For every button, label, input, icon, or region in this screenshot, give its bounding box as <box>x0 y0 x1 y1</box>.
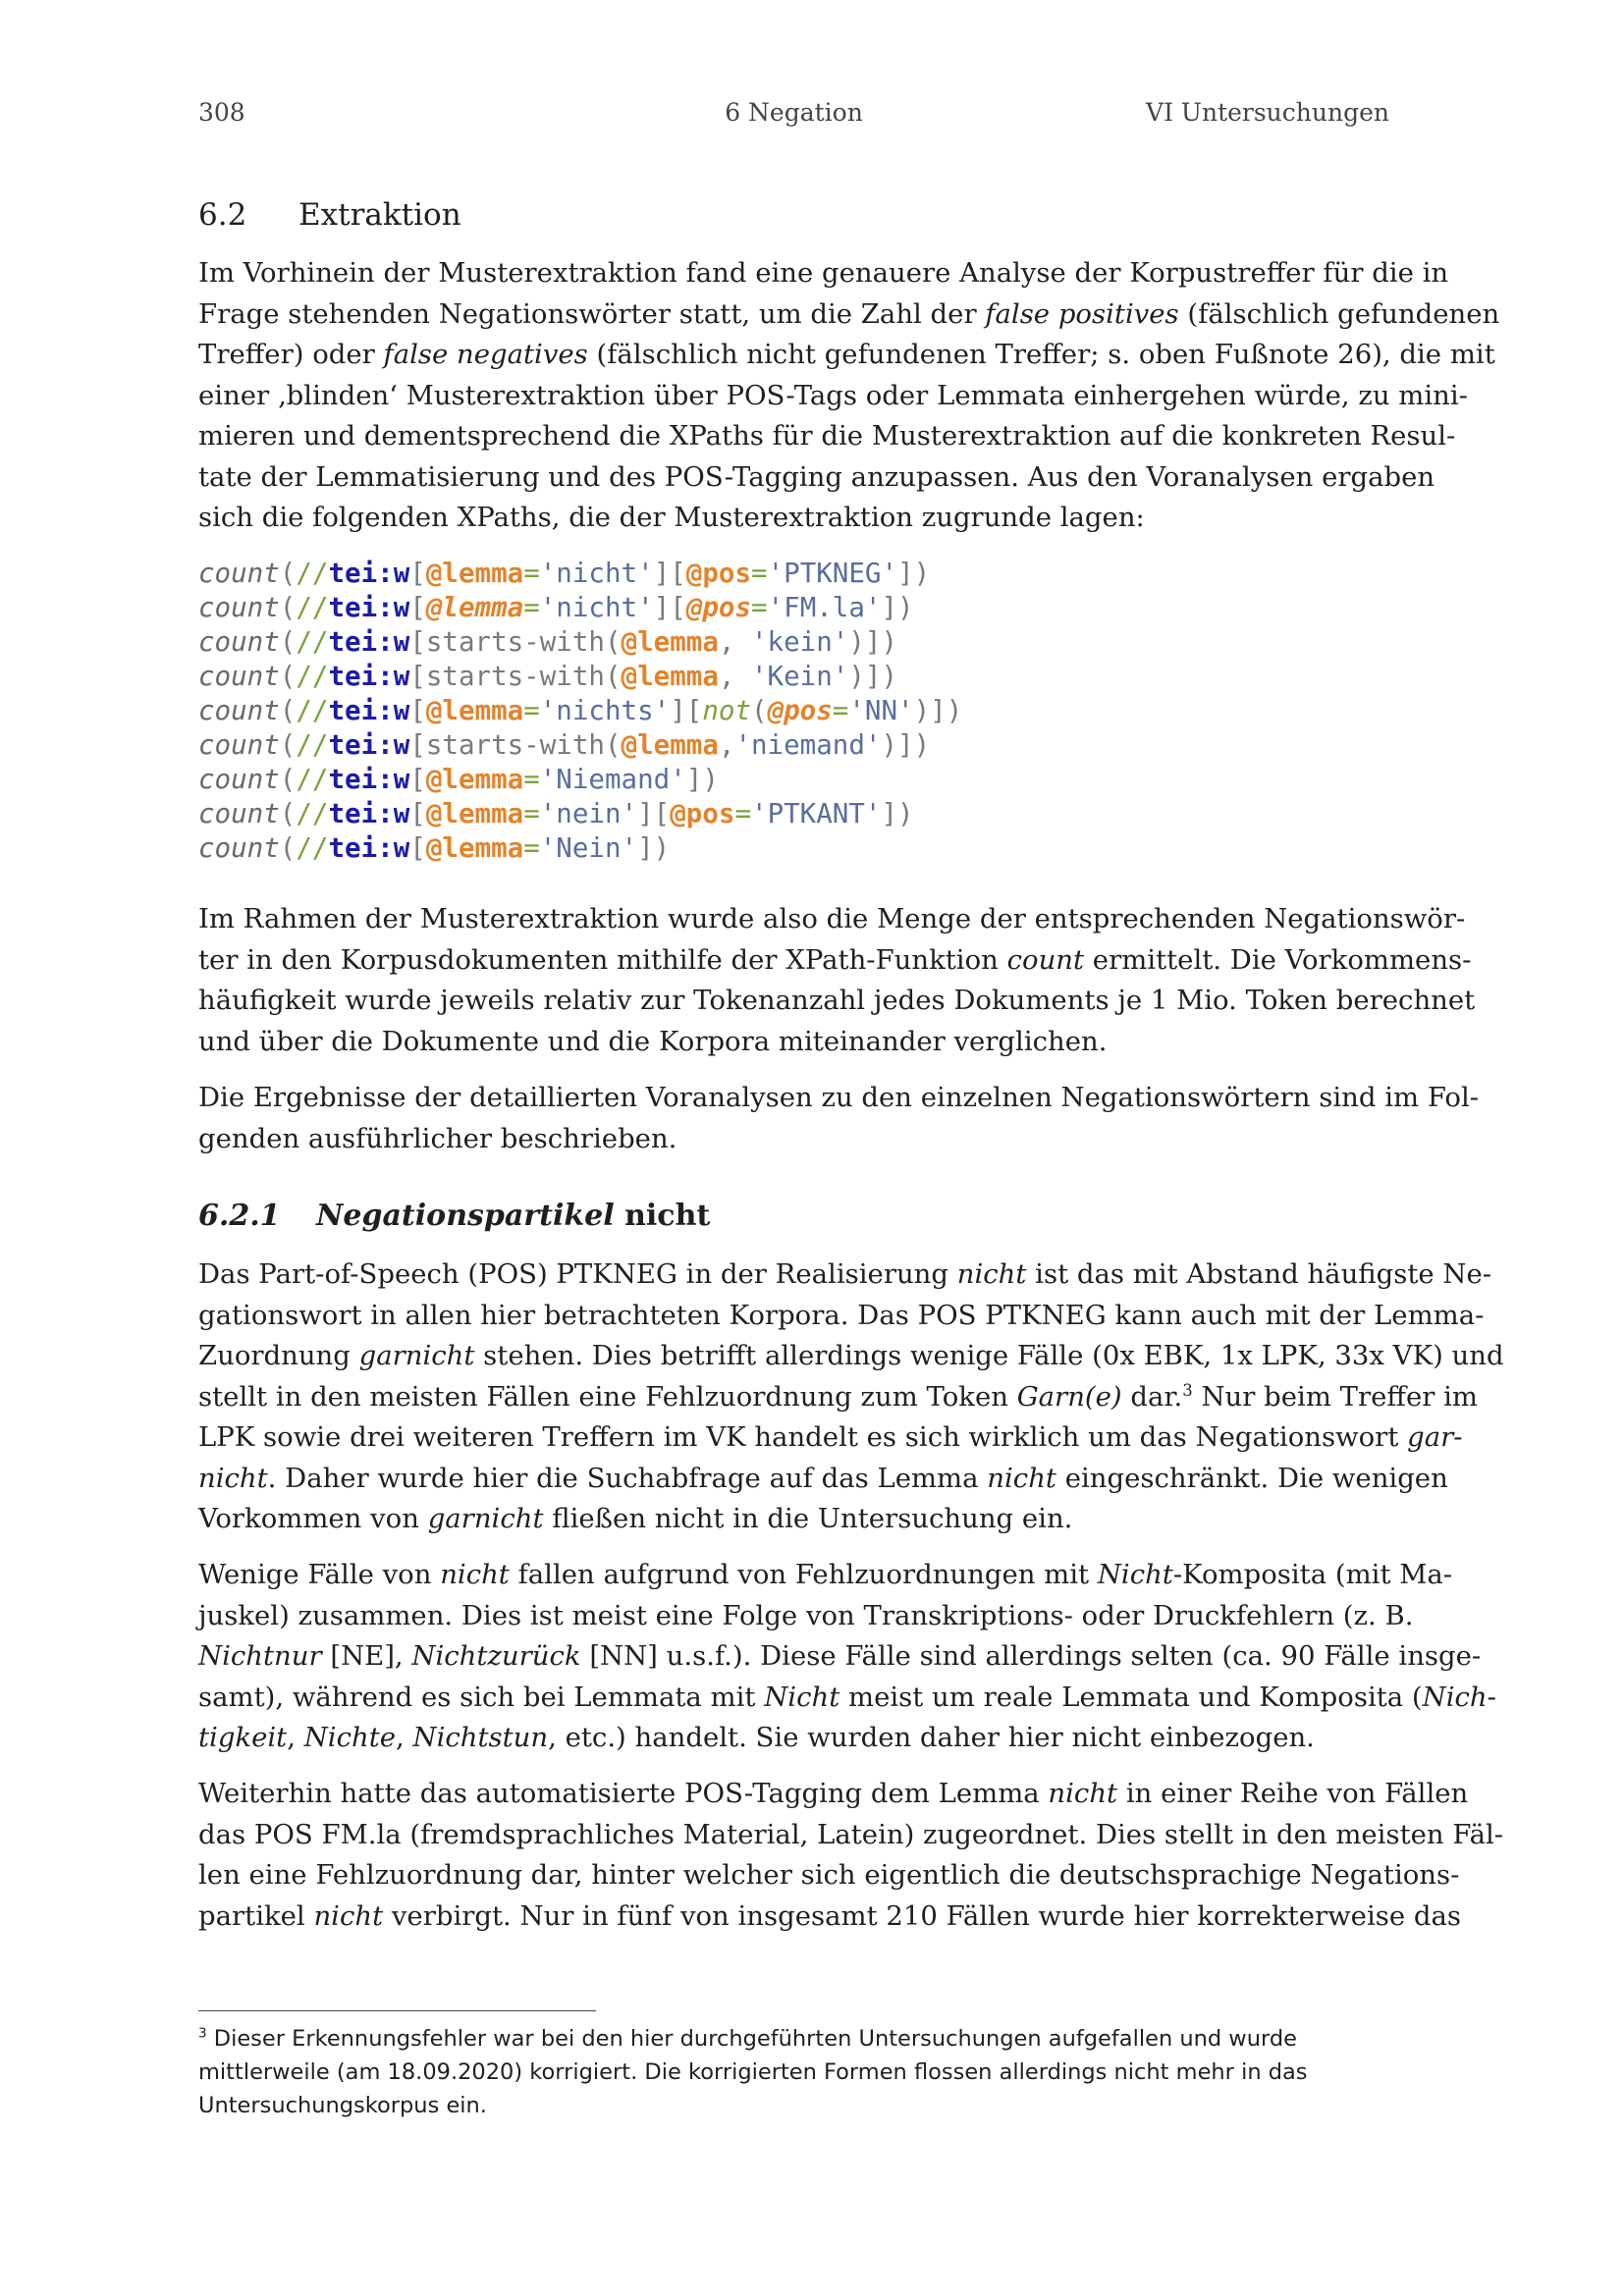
paragraph-intro: Im Vorhinein der Musterextraktion fand eine genauere Analyse der Korpustreffer für die in Frage stehenden Negationswörter statt, um die Zahl der false positives (fälschlich gefundenen Treffer) oder false negatives (fälschlich nicht gefundenen Treffer; s. oben Fußnote 26), die mit einer ‚blinden‘ Musterextraktion über POS-Tags oder Lemmata einhergehen würde, zu mini- mieren und dementsprechend die XPaths für die Musterextraktion auf die konkreten Resul- tate der Lemmatisierung und des POS-Tagging anzupassen. Aus den Voranalysen ergaben sich die folgenden XPaths, die der Musterextraktion zugrunde lagen: <box>198 257 1500 533</box>
subsection-heading <box>198 1199 710 1233</box>
code-line: count(//tei:w[@lemma='Niemand']) <box>198 764 719 795</box>
section-title: Extraktion <box>298 197 461 233</box>
paragraph-results: Die Ergebnisse der detaillierten Voranalysen zu den einzelnen Negationswörtern sind im Fol- genden ausführlicher beschrieben. <box>198 1082 1480 1154</box>
section-number: 6.2 <box>198 197 247 233</box>
chapter-title: 6 Negation <box>725 98 863 127</box>
subsection-number: 6.2.1 <box>198 1199 281 1233</box>
page-number: 308 <box>198 98 245 127</box>
paragraph-ptkneg: Das Part-of-Speech (POS) PTKNEG in der Realisierung nicht ist das mit Abstand häufigste Ne- gationswort in allen hier betrachteten Korpora. Das POS PTKNEG kann auch mit der Lemma- Zuordnung garnicht stehen. Dies betrifft allerdings wenige Fälle (0x EBK, 1x LPK, 33x VK) und stellt in den meisten Fällen eine Fehlzuordnung zum Token Garn(e) dar.$^3$ Nur beim Treffer im LPK sowie drei weiteren Treffern im VK handelt es sich wirklich um das Negationswort gar- nicht. Daher wurde hier die Suchabfrage auf das Lemma nicht eingeschränkt. Die wenigen Vorkommen von garnicht fließen nicht in die Untersuchung ein. <box>198 1258 1504 1534</box>
code-line: count(//tei:w[@lemma='Nein']) <box>198 832 671 864</box>
code-line: count(//tei:w[@lemma='nicht'][@pos='FM.la']) <box>198 592 914 623</box>
footnote-mark: 3 <box>198 2025 207 2042</box>
code-line: count(//tei:w[@lemma='nicht'][@pos='PTKNEG']) <box>198 558 931 589</box>
footnote-reference[interactable]: 3 <box>1182 1380 1193 1400</box>
code-line: count(//tei:w[starts-with(@lemma, 'kein')]) <box>198 626 898 658</box>
code-line: count(//tei:w[@lemma='nichts'][not(@pos='NN')]) <box>198 695 963 726</box>
code-line: count(//tei:w[starts-with(@lemma, 'Kein')]) <box>198 661 898 692</box>
subsection-word: nicht <box>624 1199 711 1233</box>
code-line: count(//tei:w[@lemma='nein'][@pos='PTKANT']) <box>198 798 914 829</box>
footnote: $^3$ Dieser Erkennungsfehler war bei den hier durchgeführten Untersuchungen aufgefallen und wurde mittlerweile (am 18.09.2020) korrigiert. Die korrigierten Formen flossen allerdings nicht mehr in das Untersuchungskorpus ein. <box>198 2025 1308 2118</box>
section-heading <box>198 197 461 233</box>
subsection-title: Negationspartikel <box>316 1199 615 1233</box>
part-title: VI Untersuchungen <box>1146 98 1389 127</box>
code-line: count(//tei:w[starts-with(@lemma,'niemand')]) <box>198 729 931 761</box>
paragraph-extraction: Im Rahmen der Musterextraktion wurde also die Menge der entsprechenden Negationswör- ter in den Korpusdokumenten mithilfe der XPath-Funktion count ermittelt. Die Vorkommens- häufigkeit wurde jeweils relativ zur Tokenanzahl jedes Dokuments je 1 Mio. Token berechnet und über die Dokumente und die Korpora miteinander verglichen. <box>198 903 1476 1057</box>
xpath-code-block <box>198 557 962 866</box>
running-header <box>198 98 1389 132</box>
footnote-divider <box>198 2010 596 2011</box>
paragraph-fm-la: Weiterhin hatte das automatisierte POS-Tagging dem Lemma nicht in einer Reihe von Fällen das POS FM.la (fremdsprachliches Material, Latein) zugeordnet. Dies stellt in den meisten Fäl- len eine Fehlzuordnung dar, hinter welcher sich eigentlich die deutschsprachige Negations- partikel nicht verbirgt. Nur in fünf von insgesamt 210 Fällen wurde hier korrekterweise das <box>198 1778 1504 1932</box>
paragraph-nicht-komposita: Wenige Fälle von nicht fallen aufgrund von Fehlzuordnungen mit Nicht-Komposita (mit Ma- juskel) zusammen. Dies ist meist eine Folge von Transkriptions- oder Druckfehlern (z. B. Nichtnur [NE], Nichtzurück [NN] u.s.f.). Diese Fälle sind allerdings selten (ca. 90 Fälle insge- samt), während es sich bei Lemmata mit Nicht meist um reale Lemmata und Komposita (Nich- tigkeit, Nichte, Nichtstun, etc.) handelt. Sie wurden daher hier nicht einbezogen. <box>198 1559 1496 1753</box>
